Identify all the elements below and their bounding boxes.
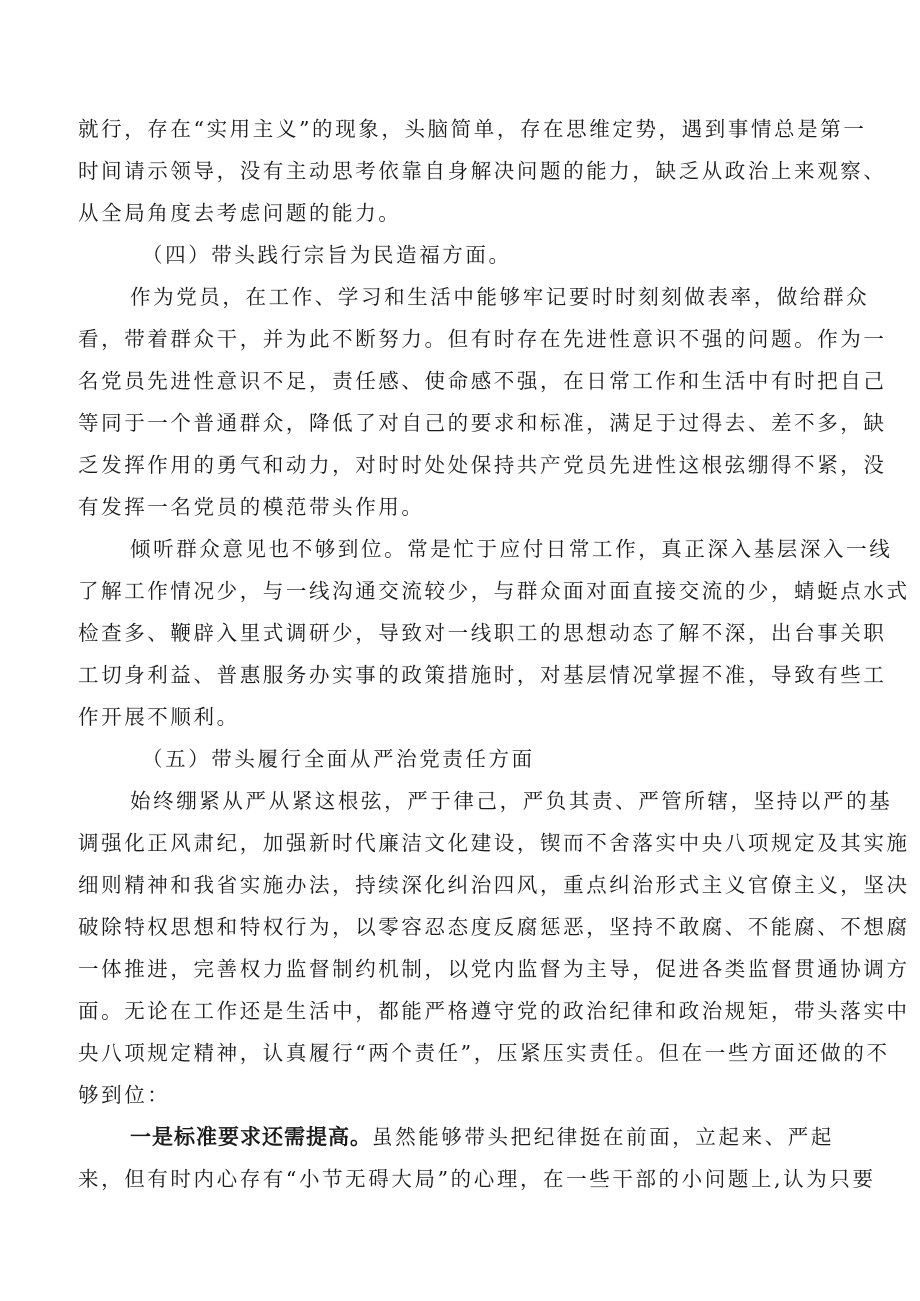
paragraph-line: 了解工作情况少，与一线沟通交流较少，与群众面对面直接交流的少，蜻蜓点水式: [78, 579, 910, 603]
paragraph-line: 始终绷紧从严从紧这根弦，严于律己，严负其责、严管所辖，坚持以严的基: [130, 789, 893, 813]
paragraph-line: 有发挥一名党员的模范带头作用。: [78, 495, 425, 519]
paragraph-line: 一体推进，完善权力监督制约机制，以党内监督为主导，促进各类监督贯通协调方: [78, 957, 910, 981]
section-heading-4: （四）带头践行宗旨为民造福方面。: [142, 243, 512, 267]
paragraph-line: 名党员先进性意识不足，责任感、使命感不强，在日常工作和生活中有时把自己: [78, 369, 887, 393]
section-heading-5: （五）带头履行全面从严治党责任方面: [142, 747, 535, 771]
paragraph-line: 来，但有时内心存有“小节无碍大局”的心理，在一些干部的小问题上,认为只要: [78, 1167, 876, 1191]
bold-lead-phrase: 一是标准要求还需提高。: [130, 1125, 372, 1149]
paragraph-line: 倾听群众意见也不够到位。常是忙于应付日常工作，真正深入基层深入一线: [130, 537, 893, 561]
paragraph-line: 面。无论在工作还是生活中，都能严格遵守党的政治纪律和政治规矩，带头落实中: [78, 999, 910, 1023]
paragraph-line: 就行，存在“实用主义”的现象，头脑简单，存在思维定势，遇到事情总是第一: [78, 117, 867, 141]
paragraph-line: 细则精神和我省实施办法，持续深化纠治四风，重点纠治形式主义官僚主义，坚决: [78, 873, 910, 897]
paragraph-line: 作开展不顺利。: [78, 705, 240, 729]
paragraph-line: 够到位：: [78, 1083, 171, 1107]
paragraph-text: 虽然能够带头把纪律挺在前面，立起来、严起: [372, 1125, 834, 1149]
paragraph-line: 等同于一个普通群众，降低了对自己的要求和标准，满足于过得去、差不多，缺: [78, 411, 887, 435]
paragraph-line: 检查多、鞭辟入里式调研少，导致对一线职工的思想动态了解不深，出台事关职: [78, 621, 887, 645]
paragraph-line: 央八项规定精神，认真履行“两个责任”，压紧压实责任。但在一些方面还做的不: [78, 1041, 890, 1065]
paragraph-line: [78, 1116, 853, 1158]
paragraph-line: 时间请示领导，没有主动思考依靠自身解决问题的能力，缺乏从政治上来观察、: [78, 159, 887, 183]
paragraph-line: 乏发挥作用的勇气和动力，对时时处处保持共产党员先进性这根弦绷得不紧，没: [78, 453, 887, 477]
paragraph-line: 调强化正风肃纪，加强新时代廉洁文化建设，锲而不舍落实中央八项规定及其实施: [78, 831, 910, 855]
paragraph-line: 看，带着群众干，并为此不断努力。但有时存在先进性意识不强的问题。作为一: [78, 327, 887, 351]
paragraph-line: 破除特权思想和特权行为，以零容忍态度反腐惩恶，坚持不敢腐、不能腐、不想腐: [78, 915, 910, 939]
paragraph-line: 工切身利益、普惠服务办实事的政策措施时，对基层情况掌握不准，导致有些工: [78, 663, 887, 687]
paragraph-line: 从全局角度去考虑问题的能力。: [78, 201, 402, 225]
paragraph-line: 作为党员，在工作、学习和生活中能够牢记要时时刻刻做表率，做给群众: [130, 285, 870, 309]
document-body: [78, 108, 910, 1200]
